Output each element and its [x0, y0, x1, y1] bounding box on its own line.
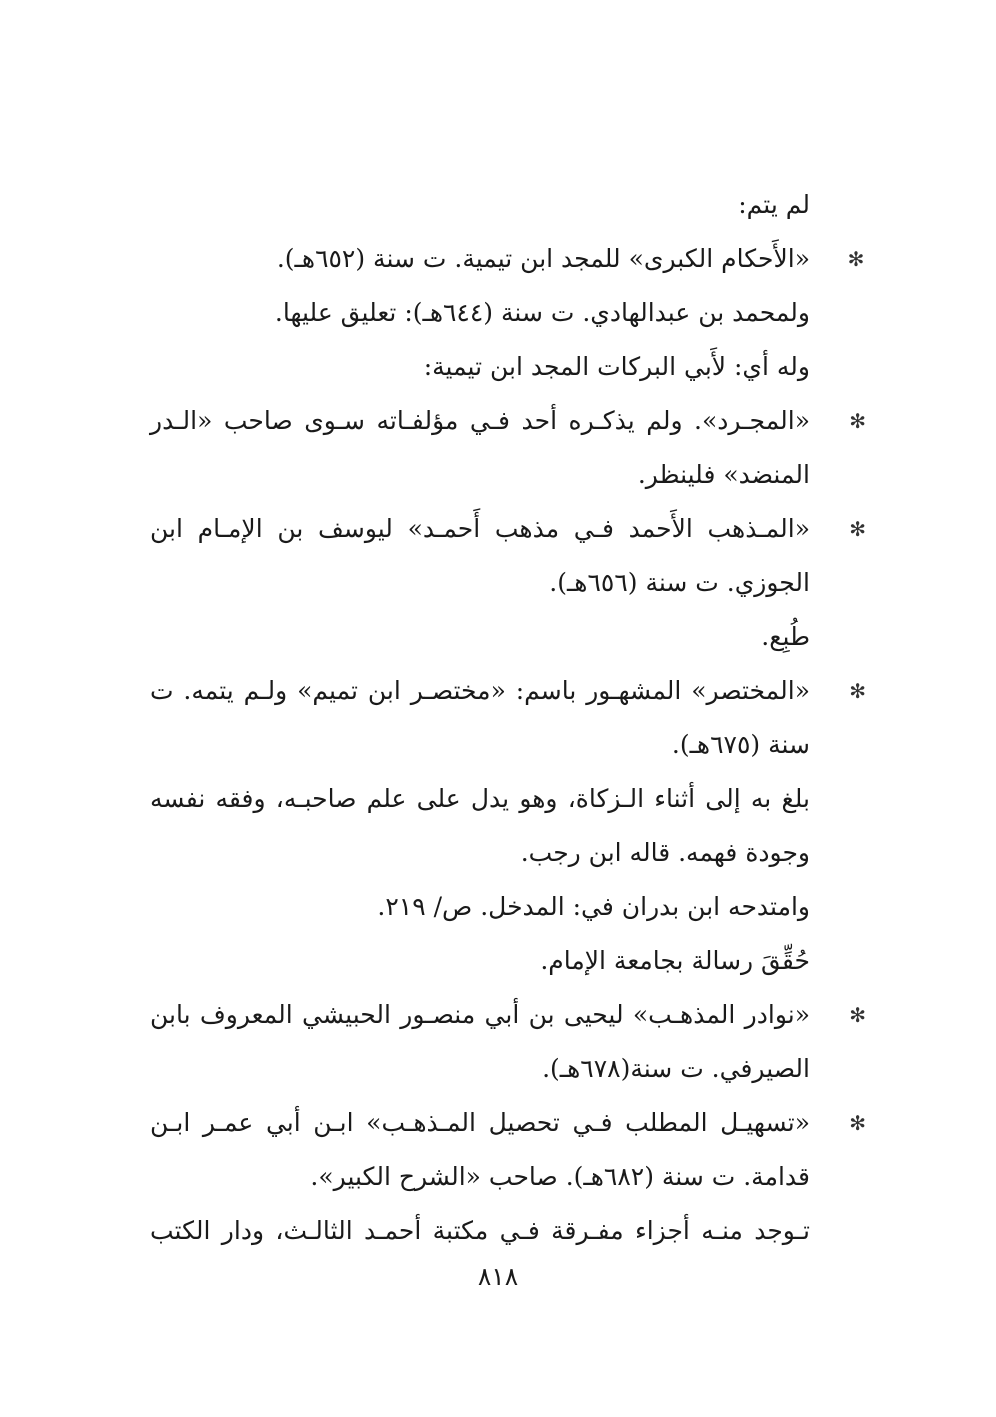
text-line: [150, 772, 810, 826]
text-line: [150, 1042, 810, 1096]
page-text-block: [150, 178, 866, 1258]
asterisk-bullet-icon: ✻: [847, 247, 865, 271]
line-text: تـوجد منـه أجزاء مفـرقة فـي مكتبة أحمـد الثالـث، ودار الكتب: [150, 1216, 810, 1245]
line-text: «تسهيـل المطلب فـي تحصيل المـذهـب» ابـن أبي عمـر ابـن: [150, 1108, 810, 1137]
line-text: وجودة فهمه. قاله ابن رجب.: [520, 838, 810, 867]
text-line: [150, 556, 810, 610]
line-text: ولمحمد بن عبدالهادي. ت سنة (٦٤٤هـ): تعليق عليها.: [274, 298, 810, 327]
line-text: وامتدحه ابن بدران في: المدخل. ص/ ٢١٩.: [377, 892, 810, 921]
text-line: [150, 340, 810, 394]
list-item: [150, 988, 866, 1042]
line-text: «المجـرد». ولم يذكـره أحد فـي مؤلفـاته سـوى صاحب «الـدر: [150, 406, 810, 435]
text-line: [150, 1204, 810, 1258]
asterisk-bullet-icon: ✻: [849, 1003, 866, 1027]
text-line: [150, 826, 810, 880]
line-text: المنضد» فلينظر.: [637, 460, 810, 489]
list-item: [150, 1096, 866, 1150]
asterisk-bullet-icon: ✻: [849, 679, 866, 703]
list-item: [150, 232, 865, 286]
text-line: [150, 718, 810, 772]
text-line: [150, 934, 810, 988]
line-text: «المـذهب الأَحمد فـي مذهب أَحمـد» ليوسف بن الإمـام ابن: [150, 514, 810, 543]
text-line: [150, 610, 810, 664]
text-line: [150, 1150, 810, 1204]
asterisk-bullet-icon: ✻: [849, 517, 866, 541]
line-text: «نوادر المذهـب» ليحيى بن أبي منصـور الحبيشي المعروف بابن: [150, 1000, 810, 1029]
line-text: قدامة. ت سنة (٦٨٢هـ). صاحب «الشرح الكبير».: [310, 1162, 810, 1191]
list-item: [150, 664, 866, 718]
line-text: الصيرفي. ت سنة(٦٧٨هـ).: [542, 1054, 810, 1083]
line-text: بلغ به إلى أثناء الـزكاة، وهو يدل على علم صاحبـه، وفقه نفسه: [150, 784, 810, 813]
line-text: «المختصر» المشهـور باسم: «مختصـر ابن تميم» ولـم يتمه. ت: [150, 676, 810, 705]
text-line: [150, 178, 810, 232]
line-text: طُبِع.: [761, 622, 810, 651]
list-item: [150, 502, 866, 556]
asterisk-bullet-icon: ✻: [849, 409, 866, 433]
line-text: الجوزي. ت سنة (٦٥٦هـ).: [549, 568, 810, 597]
text-line: [150, 448, 810, 502]
line-text: سنة (٦٧٥هـ).: [671, 730, 810, 759]
asterisk-bullet-icon: ✻: [849, 1111, 866, 1135]
line-text: «الأَحكام الكبرى» للمجد ابن تيمية. ت سنة (٦٥٢هـ).: [276, 244, 810, 273]
text-line: [150, 880, 810, 934]
line-text: حُقِّقَ رسالة بجامعة الإمام.: [540, 946, 810, 975]
list-item: [150, 394, 866, 448]
line-text: لم يتم:: [738, 190, 810, 219]
page-number: ٨١٨: [477, 1262, 519, 1291]
text-line: [150, 286, 810, 340]
line-text: وله أي: لأَبي البركات المجد ابن تيمية:: [423, 352, 810, 381]
